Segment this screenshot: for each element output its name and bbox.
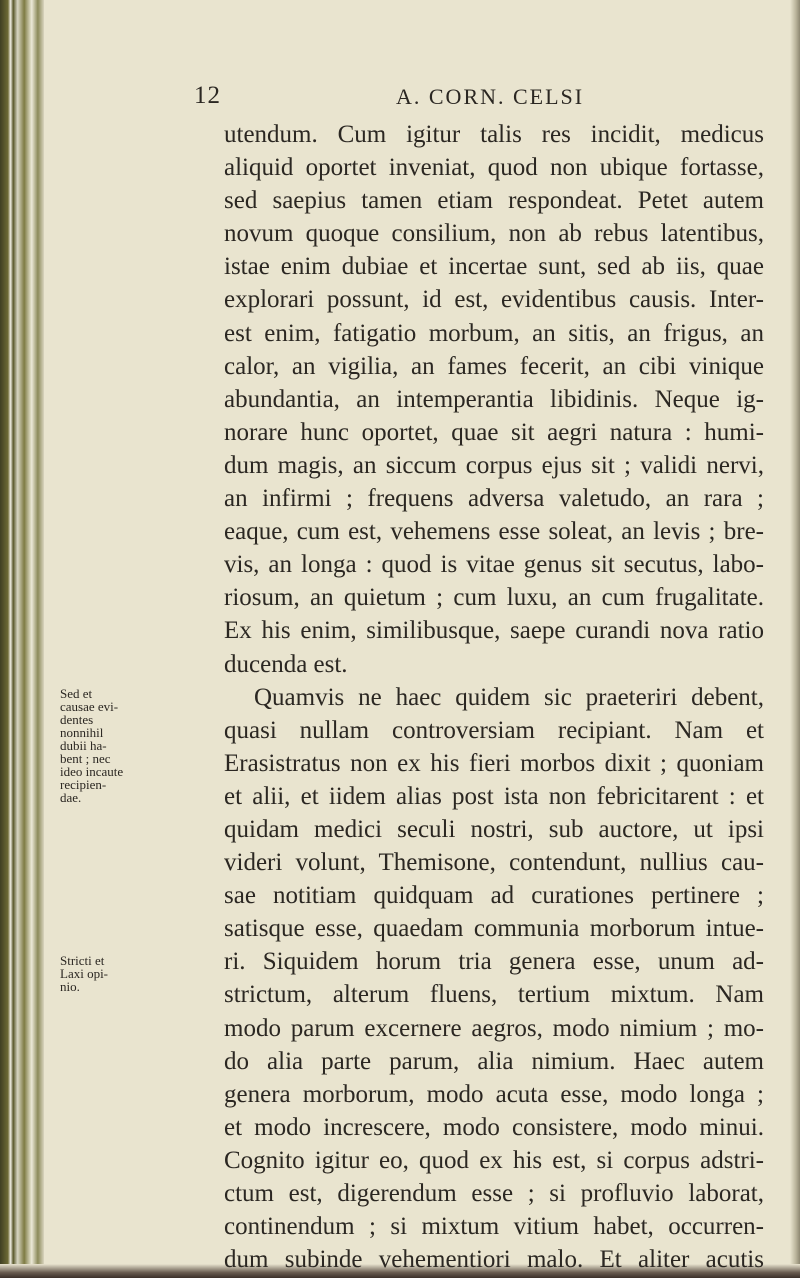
text-line: ducenda est. (224, 650, 348, 678)
text-line: genera morborum, modo acuta esse, modo longa ; (224, 1080, 764, 1108)
text-line: novum quoque consilium, non ab rebus latentibus, (224, 220, 764, 248)
text-line: Cognito igitur eo, quod ex his est, si corpus adstri- (224, 1146, 764, 1174)
text-line: videri volunt, Themisone, contendunt, nullius cau- (224, 849, 764, 877)
text-line: eaque, cum est, vehemens esse soleat, an levis ; bre- (224, 518, 764, 546)
text-line: et modo increscere, modo consistere, modo minui. (224, 1113, 764, 1141)
text-line: explorari possunt, id est, evidentibus causis. Inter- (224, 286, 764, 314)
text-line: aliquid oportet inveniat, quod non ubique fortasse, (224, 154, 764, 182)
margin-note-line: Laxi opi- (60, 966, 109, 981)
text-line: satisque esse, quaedam communia morborum intue- (224, 915, 764, 943)
text-line: an infirmi ; frequens adversa valetudo, an rara ; (224, 485, 764, 513)
text-line: ri. Siquidem horum tria genera esse, unum ad- (224, 948, 764, 976)
margin-note-line: dentes (60, 712, 94, 727)
text-line: dum subinde vehementiori malo. Et aliter acutis (224, 1246, 764, 1274)
margin-note-line: Stricti et (60, 953, 105, 968)
text-line: strictum, alterum fluens, tertium mixtum. Nam (224, 981, 764, 1009)
margin-note-line: ideo incaute (60, 764, 124, 779)
text-line: vis, an longa : quod is vitae genus sit secutus, labo- (224, 551, 764, 579)
margin-note-line: dae. (60, 790, 82, 805)
text-line: utendum. Cum igitur talis res incidit, medicus (224, 121, 764, 148)
text-line: Ex his enim, similibusque, saepe curandi nova ratio (224, 617, 764, 645)
margin-note-line: dubii ha- (60, 738, 107, 753)
margin-note-line: nio. (60, 979, 80, 994)
page-right-edge (790, 0, 800, 1278)
text-line: modo parum excernere aegros, modo nimium ; mo- (224, 1014, 764, 1042)
text-line: ctum est, digerendum esse ; si profluvio laborat, (224, 1180, 764, 1207)
text-line: sae notitiam quidquam ad curationes pertinere ; (224, 882, 764, 910)
text-line: quasi nullam controversiam recipiant. Nam et (224, 716, 764, 744)
margin-note-line: bent ; nec (60, 751, 111, 766)
text-line: riosum, an quietum ; cum luxu, an cum frugalitate. (224, 584, 764, 612)
text-line: est enim, fatigatio morbum, an sitis, an frigus, an (224, 319, 764, 347)
page-binding-edge (0, 0, 44, 1278)
text-line: sed saepius tamen etiam respondeat. Petet autem (224, 187, 764, 215)
margin-note-line: causae evi- (60, 699, 119, 714)
text-line: dum magis, an siccum corpus ejus sit ; validi nervi, (224, 451, 764, 479)
text-line: istae enim dubiae et incertae sunt, sed ab iis, quae (224, 253, 764, 281)
page-header (0, 82, 800, 112)
margin-note-line: Sed et (60, 686, 93, 701)
margin-note-line: recipien- (60, 777, 107, 792)
text-line: abundantia, an intemperantia libidinis. Neque ig- (224, 385, 764, 413)
text-line: norare hunc oportet, quae sit aegri natura : humi- (224, 418, 764, 446)
margin-note-sed-et-causae (60, 687, 160, 804)
margin-note-stricti-et-laxi (60, 954, 160, 993)
text-line: Erasistratus non ex his fieri morbos dixit ; quoniam (224, 749, 764, 777)
text-line: continendum ; si mixtum vitium habet, occurren- (224, 1213, 764, 1241)
margin-note-line: nonnihil (60, 725, 104, 740)
text-line: quidam medici seculi nostri, sub auctore, ut ipsi (224, 815, 764, 843)
text-line: et alii, et iidem alias post ista non febricitarent : et (224, 782, 764, 810)
text-line: do alia parte parum, alia nimium. Haec autem (224, 1047, 764, 1075)
text-line: calor, an vigilia, an fames fecerit, an cibi vinique (224, 352, 764, 380)
text-line: Quamvis ne haec quidem sic praeteriri debent, (254, 683, 764, 711)
running-head: A. CORN. CELSI (396, 84, 585, 109)
page-number: 12 (194, 82, 221, 109)
body-text (224, 118, 764, 1276)
